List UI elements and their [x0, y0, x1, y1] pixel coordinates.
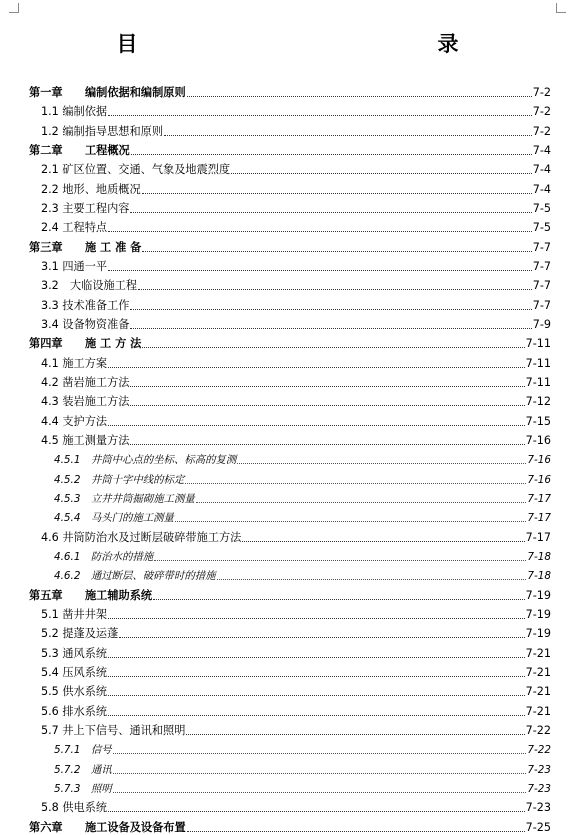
toc-entry-page-number: 7-18	[527, 570, 551, 583]
toc-entry-label: 5.5 供水系统	[41, 685, 108, 699]
toc-section-entry[interactable]	[0, 120, 575, 139]
toc-entry-page-number: 7-4	[532, 163, 551, 177]
toc-dot-leader	[119, 636, 524, 638]
toc-entry-label: 4.5.3 立井井筒掘砌施工测量	[54, 492, 195, 505]
toc-entry-page-number: 7-7	[532, 298, 551, 312]
toc-entry-page-number: 7-2	[532, 86, 551, 99]
toc-entry-page-number: 7-7	[532, 259, 551, 273]
toc-section-entry[interactable]	[0, 680, 575, 699]
toc-dot-leader	[237, 462, 526, 464]
toc-subsection-entry[interactable]	[0, 506, 575, 525]
toc-entry-label: 第六章 施工设备及设备布置	[29, 820, 186, 834]
toc-section-entry[interactable]	[0, 429, 575, 448]
toc-entry-page-number: 7-25	[525, 820, 551, 834]
toc-entry-label: 5.3 通风系统	[41, 646, 108, 660]
toc-dot-leader	[108, 675, 525, 677]
toc-entry-label: 第五章 施工辅助系统	[29, 588, 153, 602]
toc-section-entry[interactable]	[0, 158, 575, 177]
toc-entry-page-number: 7-23	[527, 782, 551, 795]
toc-entry-label: 1.2 编制指导思想和原则	[41, 124, 164, 138]
toc-section-entry[interactable]	[0, 622, 575, 641]
toc-entry-label: 4.6 井筒防治水及过断层破碎带施工方法	[41, 530, 242, 544]
toc-entry-label: 3.4 设备物资准备	[41, 317, 130, 331]
toc-entry-label: 2.2 地形、地质概况	[41, 182, 141, 196]
toc-entry-label: 4.6.2 通过断层、破碎带时的措施	[54, 570, 216, 583]
toc-entry-page-number: 7-11	[525, 375, 551, 389]
toc-dot-leader	[186, 733, 524, 735]
toc-entry-label: 第四章 施 工 方 法	[29, 337, 142, 351]
toc-section-entry[interactable]	[0, 313, 575, 332]
toc-entry-label: 第二章 工程概况	[29, 143, 130, 157]
toc-entry-page-number: 7-7	[532, 240, 551, 254]
toc-entry-page-number: 7-5	[532, 201, 551, 215]
toc-dot-leader	[108, 694, 525, 696]
toc-entry-label: 4.1 施工方案	[41, 356, 108, 370]
toc-dot-leader	[138, 288, 532, 290]
toc-entry-page-number: 7-12	[525, 395, 551, 409]
toc-chapter-entry[interactable]	[0, 236, 575, 255]
toc-entry-page-number: 7-15	[525, 414, 551, 428]
toc-dot-leader	[153, 598, 525, 600]
toc-dot-leader	[108, 114, 532, 116]
toc-section-entry[interactable]	[0, 352, 575, 371]
toc-entry-page-number: 7-2	[532, 105, 551, 119]
toc-section-entry[interactable]	[0, 661, 575, 680]
toc-entry-page-number: 7-21	[525, 704, 551, 718]
toc-subsection-entry[interactable]	[0, 468, 575, 487]
toc-entry-page-number: 7-21	[525, 685, 551, 699]
toc-dot-leader	[130, 385, 524, 387]
toc-subsection-entry[interactable]	[0, 738, 575, 757]
toc-dot-leader	[164, 134, 532, 136]
toc-entry-label: 3.2 大临设施工程	[41, 279, 138, 293]
toc-entry-label: 5.1 凿井井架	[41, 607, 108, 621]
toc-entry-page-number: 7-16	[525, 433, 551, 447]
toc-subsection-entry[interactable]	[0, 448, 575, 467]
toc-entry-page-number: 7-22	[527, 744, 551, 757]
toc-entry-page-number: 7-19	[525, 627, 551, 641]
toc-dot-leader	[187, 95, 532, 97]
toc-subsection-entry[interactable]	[0, 758, 575, 777]
toc-entry-label: 2.4 工程特点	[41, 221, 108, 235]
toc-dot-leader	[175, 520, 526, 522]
toc-dot-leader	[108, 269, 532, 271]
toc-entry-page-number: 7-9	[532, 317, 551, 331]
toc-entry-label: 3.3 技术准备工作	[41, 298, 130, 312]
toc-entry-page-number: 7-2	[532, 124, 551, 138]
toc-dot-leader	[130, 211, 531, 213]
toc-entry-label: 4.6.1 防治水的措施	[54, 550, 154, 563]
toc-section-entry[interactable]	[0, 100, 575, 119]
toc-dot-leader	[130, 327, 531, 329]
toc-entry-label: 2.3 主要工程内容	[41, 201, 130, 215]
toc-subsection-entry[interactable]	[0, 545, 575, 564]
toc-entry-label: 5.7.1 信号	[54, 744, 112, 757]
toc-entry-label: 5.7.2 通讯	[54, 763, 112, 776]
toc-entry-label: 3.1 四通一平	[41, 259, 108, 273]
toc-dot-leader	[217, 578, 527, 580]
toc-entry-page-number: 7-22	[525, 723, 551, 737]
toc-section-entry[interactable]	[0, 371, 575, 390]
toc-entry-label: 5.7.3 照明	[54, 782, 112, 795]
toc-dot-leader	[113, 791, 527, 793]
toc-entry-page-number: 7-17	[525, 530, 551, 544]
toc-chapter-entry[interactable]	[0, 584, 575, 603]
toc-entry-label: 4.5.4 马头门的施工测量	[54, 512, 174, 525]
toc-entry-page-number: 7-17	[527, 492, 551, 505]
toc-entry-page-number: 7-4	[532, 182, 551, 196]
toc-entry-page-number: 7-18	[527, 550, 551, 563]
toc-dot-leader	[113, 772, 527, 774]
toc-dot-leader	[185, 482, 526, 484]
toc-entry-page-number: 7-11	[525, 337, 551, 351]
toc-section-entry[interactable]	[0, 178, 575, 197]
toc-dot-leader	[113, 752, 527, 754]
toc-entry-label: 4.5.2 井筒十字中线的标定	[54, 473, 185, 486]
toc-section-entry[interactable]	[0, 700, 575, 719]
toc-subsection-entry[interactable]	[0, 487, 575, 506]
toc-section-entry[interactable]	[0, 719, 575, 738]
toc-dot-leader	[108, 230, 532, 232]
toc-section-entry[interactable]	[0, 642, 575, 661]
toc-entry-page-number: 7-4	[532, 143, 551, 157]
toc-subsection-entry[interactable]	[0, 777, 575, 796]
toc-entry-label: 4.2 凿岩施工方法	[41, 375, 130, 389]
toc-entry-page-number: 7-7	[532, 279, 551, 293]
toc-dot-leader	[154, 559, 526, 561]
toc-entry-label: 4.5.1 井筒中心点的坐标、标高的复测	[54, 454, 237, 467]
toc-entry-label: 2.1 矿区位置、交通、气象及地震烈度	[41, 163, 231, 177]
toc-dot-leader	[196, 501, 527, 503]
toc-entry-page-number: 7-17	[527, 512, 551, 525]
toc-dot-leader	[108, 714, 525, 716]
toc-subsection-entry[interactable]	[0, 564, 575, 583]
toc-dot-leader	[130, 308, 531, 310]
page-corner-mark-left	[9, 3, 19, 13]
toc-section-entry[interactable]	[0, 274, 575, 293]
toc-chapter-entry[interactable]	[0, 139, 575, 158]
toc-entry-label: 5.6 排水系统	[41, 704, 108, 718]
toc-entry-label: 5.7 井上下信号、通讯和照明	[41, 723, 186, 737]
toc-dot-leader	[231, 172, 532, 174]
toc-dot-leader	[130, 443, 524, 445]
toc-entry-label: 1.1 编制依据	[41, 105, 108, 119]
toc-entry-label: 5.2 提蓬及运蓬	[41, 627, 119, 641]
toc-dot-leader	[142, 192, 532, 194]
toc-chapter-entry[interactable]	[0, 332, 575, 351]
toc-dot-leader	[108, 810, 525, 812]
toc-entry-page-number: 7-23	[525, 801, 551, 815]
toc-entry-page-number: 7-5	[532, 221, 551, 235]
toc-dot-leader	[108, 366, 525, 368]
toc-dot-leader	[131, 153, 532, 155]
toc-dot-leader	[130, 404, 524, 406]
toc-section-entry[interactable]	[0, 410, 575, 429]
toc-section-entry[interactable]	[0, 294, 575, 313]
toc-entry-label: 5.8 供电系统	[41, 801, 108, 815]
toc-dot-leader	[242, 540, 524, 542]
toc-entry-page-number: 7-19	[525, 607, 551, 621]
toc-chapter-entry[interactable]	[0, 81, 575, 100]
toc-entry-page-number: 7-19	[525, 588, 551, 602]
toc-entry-label: 第一章 编制依据和编制原则	[29, 86, 186, 99]
toc-entry-page-number: 7-16	[527, 473, 551, 486]
page-corner-mark-right	[556, 3, 566, 13]
toc-dot-leader	[187, 830, 525, 832]
toc-section-entry[interactable]	[0, 603, 575, 622]
toc-entry-label: 4.5 施工测量方法	[41, 433, 130, 447]
toc-section-entry[interactable]	[0, 197, 575, 216]
toc-entry-label: 4.3 装岩施工方法	[41, 395, 130, 409]
toc-entry-page-number: 7-21	[525, 665, 551, 679]
toc-dot-leader	[142, 250, 531, 252]
toc-dot-leader	[108, 617, 525, 619]
page-title: 目 录	[116, 31, 545, 56]
toc-section-entry[interactable]	[0, 796, 575, 815]
toc-section-entry[interactable]	[0, 526, 575, 545]
toc-entry-label: 4.4 支护方法	[41, 414, 108, 428]
toc-section-entry[interactable]	[0, 390, 575, 409]
toc-dot-leader	[108, 656, 525, 658]
toc-entry-page-number: 7-11	[525, 356, 551, 370]
toc-section-entry[interactable]	[0, 216, 575, 235]
toc-dot-leader	[142, 346, 524, 348]
toc-entry-label: 5.4 压风系统	[41, 665, 108, 679]
toc-entry-label: 第三章 施 工 准 备	[29, 240, 142, 254]
toc-entry-page-number: 7-21	[525, 646, 551, 660]
toc-entry-page-number: 7-23	[527, 763, 551, 776]
toc-entry-page-number: 7-16	[527, 454, 551, 467]
toc-dot-leader	[108, 424, 525, 426]
toc-section-entry[interactable]	[0, 255, 575, 274]
